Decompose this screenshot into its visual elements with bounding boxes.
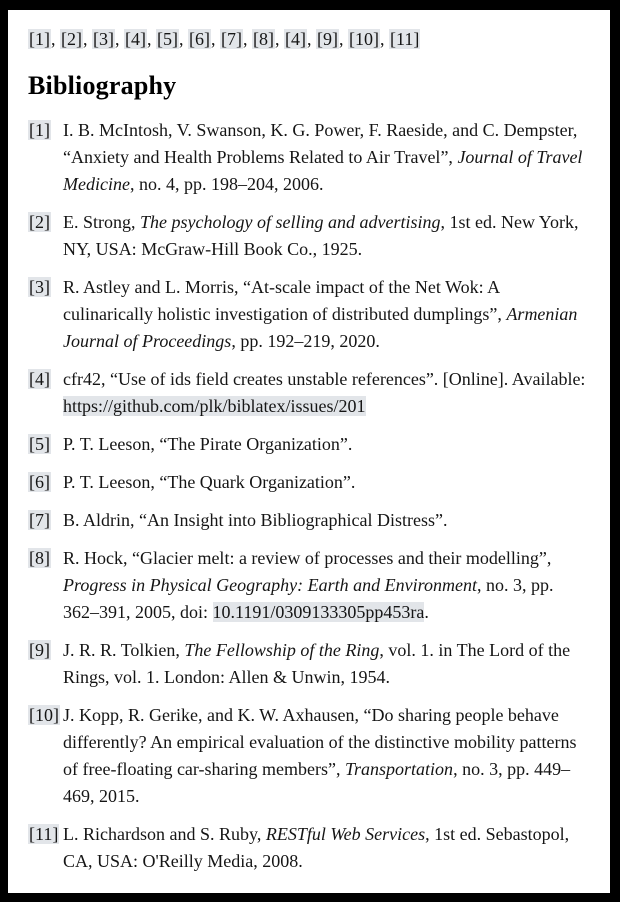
ref-label [28,821,63,848]
ref-segment: R. Hock, “Glacier melt: a review of processes and their modelling”, [63,548,552,568]
ref-label [28,637,63,664]
citation-link[interactable]: [4] [285,29,306,49]
ref-segment: P. T. Leeson, “The Quark Organization”. [63,472,356,492]
ref-label [28,117,63,144]
reference-entry [28,702,590,810]
ref-segment: . [424,602,429,622]
ref-label-chip: [3] [29,277,50,297]
ref-text [63,431,590,458]
ref-label-chip: [10] [29,705,59,725]
ref-text [63,209,590,263]
citation-separator: , [243,29,252,49]
ref-segment: , no. 4, pp. 198–204, 2006. [129,174,324,194]
citation-link[interactable]: [11] [390,29,420,49]
ref-segment: cfr42, “Use of ids field creates unstable references”. [Online]. Available: [63,369,586,389]
citation-separator: , [51,29,60,49]
citation-link[interactable]: [7] [221,29,242,49]
reference-entry [28,274,590,355]
ref-segment: P. T. Leeson, “The Pirate Organization”. [63,434,353,454]
ref-segment: , 1st ed. New York, NY, USA: McGraw-Hill Book Co., 1925. [63,212,579,259]
ref-segment: The Fellowship of the Ring [184,640,380,660]
ref-label-chip: [8] [29,548,50,568]
ref-text [63,274,590,355]
ref-segment: Progress in Physical Geography: Earth and Environment [63,575,477,595]
citation-separator: , [83,29,92,49]
ref-segment: , no. 3, pp. 362–391, 2005, doi: [63,575,554,622]
ref-text [63,117,590,198]
ref-segment: , 1st ed. Sebastopol, CA, USA: O'Reilly Media, 2008. [63,824,570,871]
ref-text [63,366,590,420]
citation-separator: , [147,29,156,49]
ref-label-chip: [7] [29,510,50,530]
citation-link[interactable]: [9] [317,29,338,49]
ref-segment: E. Strong, [63,212,141,232]
ref-text [63,545,590,626]
reference-entry [28,117,590,198]
ref-label-chip: [5] [29,434,50,454]
citation-line [28,26,590,53]
citation-link[interactable]: [8] [253,29,274,49]
citation-separator: , [275,29,284,49]
ref-label [28,366,63,393]
citation-link[interactable]: [5] [157,29,178,49]
reference-entry [28,637,590,691]
reference-list [28,117,590,875]
ref-segment: R. Astley and L. Morris, “At-scale impact of the Net Wok: A culinarically holistic investigation of distributed dumplings”, [63,277,507,324]
ref-segment: I. B. McIntosh, V. Swanson, K. G. Power, F. Raeside, and C. Dempster, “Anxiety and Health Problems Related to Air Travel”, [63,120,578,167]
ref-text [63,507,590,534]
ref-label-chip: [6] [29,472,50,492]
ref-label [28,274,63,301]
reference-entry [28,469,590,496]
reference-entry [28,545,590,626]
ref-segment: , pp. 192–219, 2020. [231,331,380,351]
ref-segment: , no. 3, pp. 449–469, 2015. [63,759,571,806]
reference-entry [28,821,590,875]
ref-label-chip: [11] [29,824,59,844]
ref-segment: Armenian Journal of Proceedings [63,304,578,351]
citation-link[interactable]: [6] [189,29,210,49]
citation-link[interactable]: [1] [29,29,50,49]
ref-label-chip: [4] [29,369,50,389]
citation-link[interactable]: [3] [93,29,114,49]
ref-label-chip: [9] [29,640,50,660]
citation-separator: , [380,29,389,49]
reference-entry [28,366,590,420]
ref-segment: J. R. R. Tolkien, [63,640,185,660]
citation-link[interactable]: [10] [349,29,379,49]
ref-label [28,507,63,534]
ref-link[interactable]: https://github.com/plk/biblatex/issues/201 [63,396,366,416]
ref-text [63,702,590,810]
ref-link[interactable]: 10.1191/0309133305pp453ra [212,602,425,622]
document-page [8,10,610,893]
citation-separator: , [339,29,348,49]
citation-separator: , [307,29,316,49]
ref-segment: Transportation [345,759,454,779]
ref-segment: , vol. 1. in The Lord of the Rings, vol. 1. London: Allen & Unwin, 1954. [63,640,571,687]
citation-separator: , [115,29,124,49]
page-title: Bibliography [28,71,177,100]
ref-label [28,469,63,496]
ref-text [63,821,590,875]
reference-entry [28,209,590,263]
ref-segment: RESTful Web Services [265,824,426,844]
ref-segment: B. Aldrin, “An Insight into Bibliographical Distress”. [63,510,448,530]
ref-text [63,637,590,691]
ref-segment: J. Kopp, R. Gerike, and K. W. Axhausen, “Do sharing people behave differently? An empirical evaluation of the distinctive mobility patterns of free-floating car-sharing members”, [63,705,577,779]
ref-segment: The psychology of selling and advertising [140,212,441,232]
ref-label-chip: [2] [29,212,50,232]
ref-segment: L. Richardson and S. Ruby, [63,824,266,844]
citation-separator: , [211,29,220,49]
ref-label [28,545,63,572]
ref-label [28,431,63,458]
citation-separator: , [179,29,188,49]
ref-text [63,469,590,496]
ref-label-chip: [1] [29,120,50,140]
reference-entry [28,431,590,458]
reference-entry [28,507,590,534]
citation-link[interactable]: [4] [125,29,146,49]
ref-label [28,209,63,236]
citation-link[interactable]: [2] [61,29,82,49]
ref-segment: Journal of Travel Medicine [63,147,583,194]
ref-label [28,702,63,729]
